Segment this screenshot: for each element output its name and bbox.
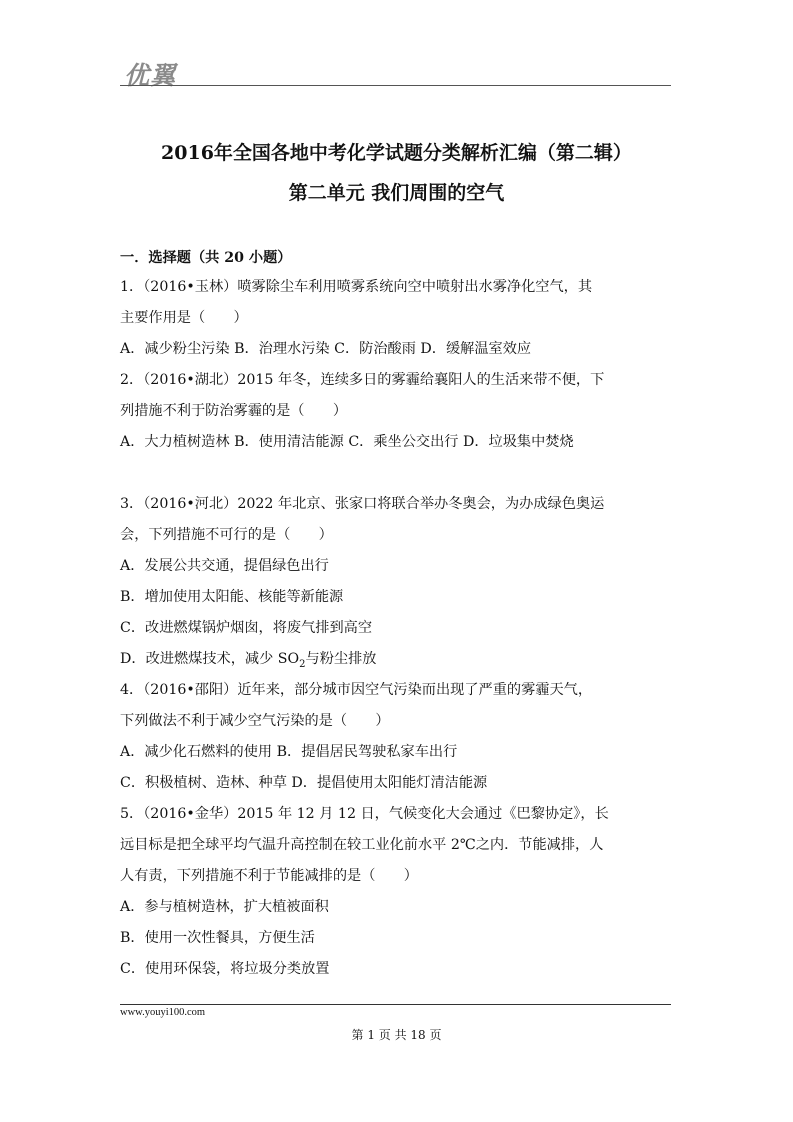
footer-url: www.youyi100.com [120, 1007, 206, 1018]
question-text: 3．（2016•河北）2022 年北京、张家口将联合举办冬奥会，为办成绿色奥运 [120, 496, 605, 512]
question-text: 人有责，下列措施不利于节能减排的是（ ） [120, 868, 418, 884]
question-options: C．积极植树、造林、种草 D．提倡使用太阳能灯清洁能源 [120, 775, 488, 791]
question-text: 下列做法不利于减少空气污染的是（ ） [120, 713, 390, 729]
option-d [120, 644, 671, 675]
option-a: A．发展公共交通，提倡绿色出行 [120, 558, 329, 574]
question-text: 会，下列措施不可行的是（ ） [120, 527, 333, 543]
document-title: 2016年全国各地中考化学试题分类解析汇编（第二辑） [161, 142, 632, 164]
option-b: B．使用一次性餐具，方便生活 [120, 930, 315, 946]
footer-divider [120, 1004, 671, 1005]
question-options: A．减少粉尘污染 B．治理水污染 C．防治酸雨 D．缓解温室效应 [120, 341, 532, 357]
section-heading: 一．选择题（共 20 小题） [120, 250, 292, 266]
spacer [120, 458, 671, 489]
question-2 [120, 365, 671, 458]
brand-logo: 优翼 [124, 61, 177, 90]
option-c: C．改进燃煤锅炉烟囱，将废气排到高空 [120, 620, 373, 636]
question-options: A．大力植树造林 B．使用清洁能源 C．乘坐公交出行 D．垃圾集中焚烧 [120, 434, 574, 450]
option-d-text: D．改进燃煤技术，减少 SO [120, 651, 300, 667]
question-text: 1．（2016•玉林）喷雾除尘车利用喷雾系统向空中喷射出水雾净化空气，其 [120, 279, 593, 295]
question-5 [120, 799, 671, 985]
document-body [120, 244, 671, 985]
header-divider [120, 85, 671, 86]
page-header [120, 50, 671, 90]
question-text: 列措施不利于防治雾霾的是（ ） [120, 403, 348, 419]
question-text: 2．（2016•湖北）2015 年冬，连续多日的雾霾给襄阳人的生活来带不便，下 [120, 372, 605, 388]
question-3 [120, 489, 671, 675]
option-d-text-end: 与粉尘排放 [305, 651, 377, 667]
question-text: 5．（2016•金华）2015 年 12 月 12 日，气候变化大会通过《巴黎协定》，长 [120, 806, 609, 822]
question-1 [120, 272, 671, 365]
document-subtitle: 第二单元 我们周围的空气 [288, 182, 505, 204]
subscript: 2 [299, 658, 306, 670]
option-b: B．增加使用太阳能、核能等新能源 [120, 589, 344, 605]
question-options: A．减少化石燃料的使用 B．提倡居民驾驶私家车出行 [120, 744, 458, 760]
question-4 [120, 675, 671, 799]
option-c: C．使用环保袋，将垃圾分类放置 [120, 961, 330, 977]
question-text: 主要作用是（ ） [120, 310, 248, 326]
question-text: 4．（2016•邵阳）近年来，部分城市因空气污染而出现了严重的雾霾天气， [120, 682, 593, 698]
question-text: 远目标是把全球平均气温升高控制在较工业化前水平 2℃之内．节能减排，人 [120, 837, 604, 853]
option-a: A．参与植树造林，扩大植被面积 [120, 899, 329, 915]
page-number: 第 1 页 共 18 页 [351, 1028, 442, 1042]
